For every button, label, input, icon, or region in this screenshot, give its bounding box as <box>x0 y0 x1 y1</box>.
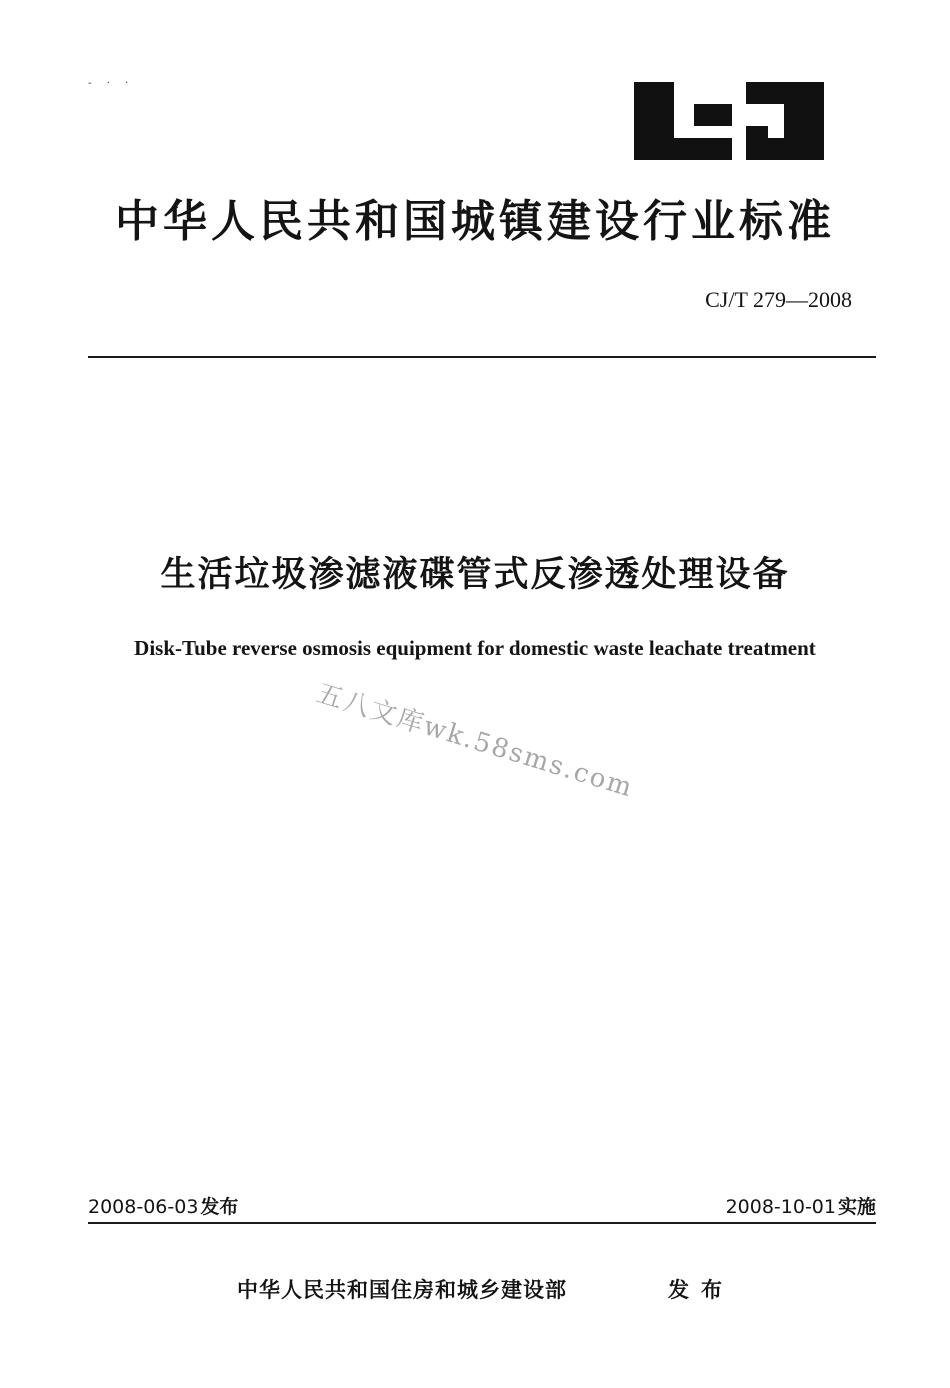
standard-number: CJ/T 279—2008 <box>705 287 852 312</box>
issue-date: 2008-06-03 <box>88 1196 199 1218</box>
cj-logo <box>634 82 824 162</box>
implementation-date: 2008-10-01 <box>725 1196 836 1218</box>
implementation-label: 实施 <box>837 1196 876 1218</box>
watermark: 五八文库wk.58sms.com <box>312 678 638 804</box>
bottom-divider <box>88 1222 876 1224</box>
scan-specks: - · · <box>88 78 135 89</box>
top-divider <box>88 356 876 358</box>
publisher-name: 中华人民共和国住房和城乡建设部 <box>237 1278 567 1302</box>
document-title-chinese: 生活垃圾渗滤液碟管式反渗透处理设备 <box>160 555 790 595</box>
issue-label: 发布 <box>200 1196 239 1218</box>
issue-date-line <box>88 1192 238 1219</box>
standard-category-heading: 中华人民共和国城镇建设行业标准 <box>115 196 835 247</box>
implementation-date-line <box>726 1192 876 1219</box>
publish-action: 发布 <box>668 1278 734 1302</box>
document-title-english: Disk-Tube reverse osmosis equipment for domestic waste leachate treatment <box>134 636 816 660</box>
